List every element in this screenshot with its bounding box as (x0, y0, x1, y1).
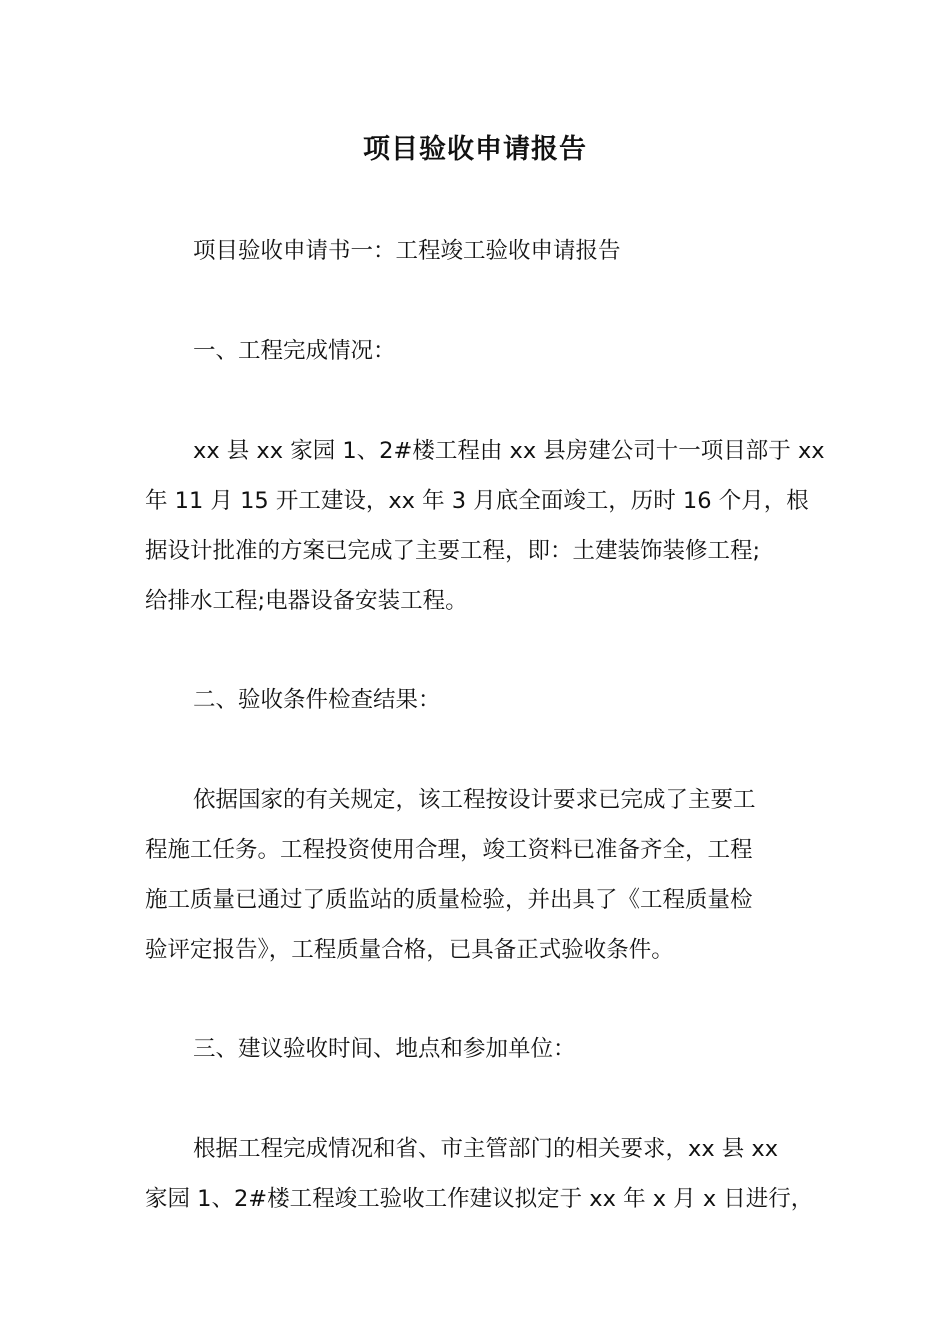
section-body-2 (145, 775, 811, 975)
paragraph-line: 据设计批准的方案已完成了主要工程，即：土建装饰装修工程; (145, 538, 761, 564)
section-heading-1 (145, 326, 811, 376)
section-heading-text: 一、工程完成情况： (193, 338, 396, 364)
paragraph-line: 依据国家的有关规定，该工程按设计要求已完成了主要工 (193, 787, 756, 813)
document-subtitle (145, 226, 811, 276)
paragraph-line: 验评定报告》，工程质量合格，已具备正式验收条件。 (145, 937, 674, 963)
document-title: 项目验收申请报告 (363, 134, 587, 165)
section-heading-2 (145, 675, 811, 725)
subtitle-line: 项目验收申请书一：工程竣工验收申请报告 (193, 238, 621, 264)
paragraph-line: 给排水工程;电器设备安装工程。 (145, 588, 468, 614)
section-heading-text: 二、验收条件检查结果： (193, 687, 441, 713)
paragraph-line: 家园 1、2#楼工程竣工验收工作建议拟定于 xx 年 x 月 x 日进行， (145, 1186, 814, 1212)
paragraph-line: 程施工任务。工程投资使用合理，竣工资料已准备齐全，工程 (145, 837, 753, 863)
section-body-3 (145, 1124, 814, 1224)
paragraph-line: 年 11 月 15 开工建设，xx 年 3 月底全面竣工，历时 16 个月，根 (145, 488, 809, 514)
section-heading-text: 三、建议验收时间、地点和参加单位： (193, 1036, 576, 1062)
section-body-1 (145, 426, 825, 626)
section-heading-3 (145, 1024, 811, 1074)
paragraph-line: 施工质量已通过了质监站的质量检验，并出具了《工程质量检 (145, 887, 753, 913)
paragraph-line: xx 县 xx 家园 1、2#楼工程由 xx 县房建公司十一项目部于 xx (193, 438, 825, 464)
paragraph-line: 根据工程完成情况和省、市主管部门的相关要求，xx 县 xx (193, 1136, 779, 1162)
